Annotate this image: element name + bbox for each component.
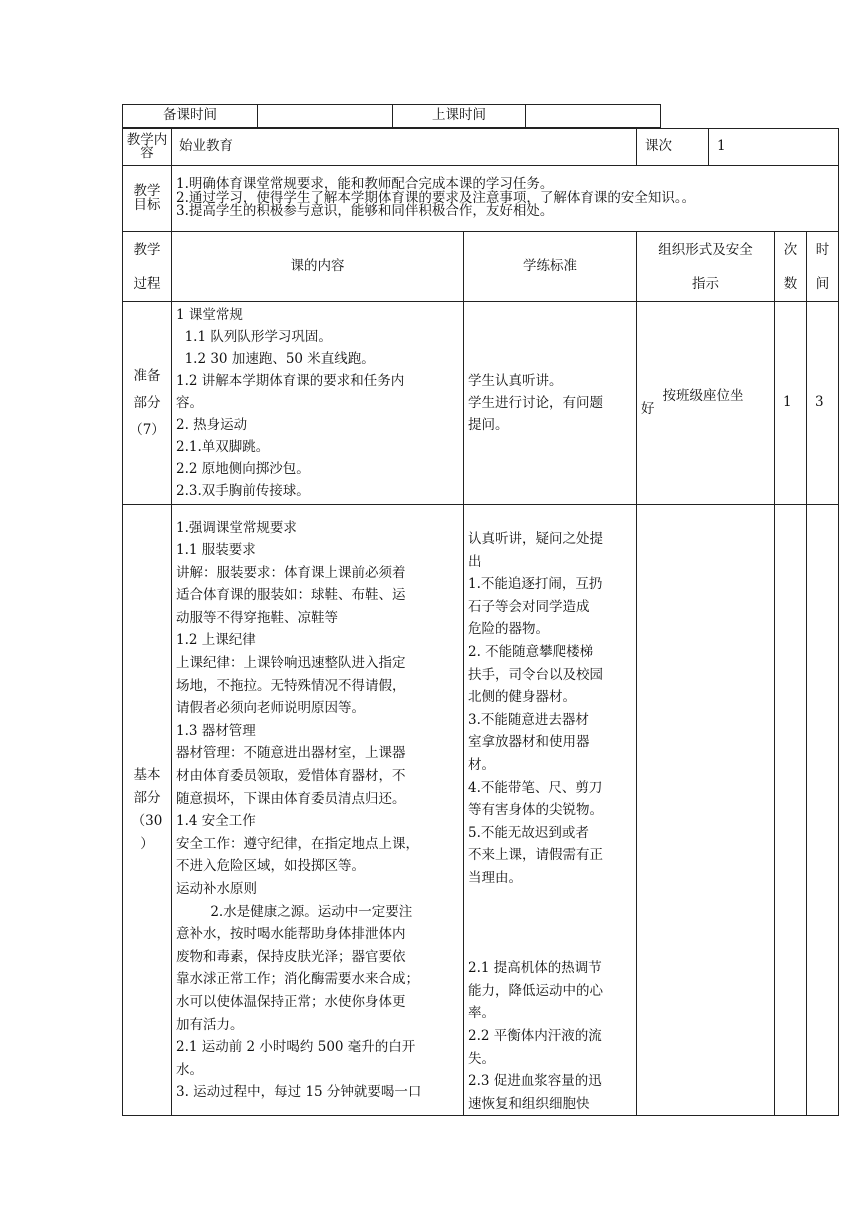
- content-header: 课的内容: [172, 232, 464, 302]
- duration-header: 时 间: [807, 232, 839, 302]
- basic-section-row: [123, 505, 839, 1116]
- prep-section-standard: 学生认真听讲。 学生进行讨论，有问题 提问。: [464, 302, 637, 505]
- basic-section-standard: 认真听讲，疑问之处提 出 1.不能追逐打闹，互扔 石子等会对同学造成 危险的器物。 2. 不能随意攀爬楼梯 扶手，司令台以及校园 北侧的健身器材。 3.不能随意进去器材 室拿放器材和使用器 材。 4.不能带笔、尺、剪刀 等有害身体的尖锐物。 5.不能无故迟到或者 不来上课，请假需有正 当理由。 2.1 提高机体的热调节 能力，降低运动中的心 率。 2.2 平衡体内汗液的流 失。 2.3 促进血浆容量的迅 速恢复和组织细胞快: [464, 505, 637, 1116]
- prep-section-content: 1 课堂常规 1.1 队列队形学习巩固。 1.2 30 加速跑、50 米直线跑。 1.2 讲解本学期体育课的要求和任务内 容。 2. 热身运动 2.1.单双脚跳。 2.2 原地侧向掷沙包。 2.3.双手胸前传接球。: [172, 302, 464, 505]
- times-header: 次 数: [775, 232, 807, 302]
- basic-section-times: [775, 505, 807, 1116]
- prep-time-label: 备课时间: [123, 105, 258, 128]
- goals-row: [123, 166, 839, 232]
- class-time-label: 上课时间: [393, 105, 526, 128]
- organization-header: 组织形式及安全 指示: [637, 232, 775, 302]
- prep-section-row: [123, 302, 839, 505]
- basic-section-organization: [637, 505, 775, 1116]
- prep-section-duration: 3: [807, 302, 839, 505]
- goal-item: 2.通过学习，使得学生了解本学期体育课的要求及注意事项，了解体育课的安全知识。。: [176, 189, 696, 206]
- goals-list: [172, 166, 839, 232]
- goals-label: 教学 目标: [123, 166, 172, 232]
- session-label: 课次: [637, 129, 709, 166]
- lesson-plan-table: [122, 128, 839, 1116]
- prep-section-organization: 按班级座位坐 好: [637, 302, 775, 505]
- prep-section-times: 1: [775, 302, 807, 505]
- goal-item: 3.提高学生的积极参与意识，能够和同伴积极合作，友好相处。: [176, 203, 554, 220]
- teaching-content-label: 教学内容: [123, 129, 172, 166]
- standard-header: 学练标准: [464, 232, 637, 302]
- goal-item: 1.明确体育课堂常规要求，能和教师配合完成本课的学习任务。: [176, 176, 554, 193]
- process-label: 教学 过程: [123, 232, 172, 302]
- prep-section-label: 准备 部分 （7）: [123, 302, 172, 505]
- basic-section-label: 基本 部分 （30 ）: [123, 505, 172, 1116]
- schedule-table: [122, 104, 661, 128]
- prep-time-value: [258, 105, 393, 128]
- content-row: [123, 129, 839, 166]
- session-value: 1: [709, 129, 839, 166]
- basic-section-content: 1.强调课堂常规要求 1.1 服装要求 讲解：服装要求：体育课上课前必须着 适合体育课的服装如：球鞋、布鞋、运 动服等不得穿拖鞋、凉鞋等 1.2 上课纪律 上课纪律：上课铃响迅速整队进入指定 场地，不拖拉。无特殊情况不得请假， 请假者必须向老师说明原因等。 1.3 器材管理 器材管理：不随意进出器材室，上课器 材由体育委员领取，爱惜体育器材，不 随意损坏，下课由体育委员清点归还。 1.4 安全工作 安全工作：遵守纪律，在指定地点上课， 不进入危险区域，如投掷区等。 运动补水原则 2.水是健康之源。运动中一定要注 意补水，按时喝水能帮助身体排泄体内 废物和毒素，保持皮肤光泽；器官要依 靠水浗正常工作；消化酶需要水来合成； 水可以使体温保持正常；水使你身体更 加有活力。 2.1 运动前 2 小时喝约 500 毫升的白开 水。 3. 运动过程中，每过 15 分钟就要喝一口: [172, 505, 464, 1116]
- class-time-value: [526, 105, 661, 128]
- teaching-content-value: 始业教育: [172, 129, 637, 166]
- process-header-row: [123, 232, 839, 302]
- basic-section-duration: [807, 505, 839, 1116]
